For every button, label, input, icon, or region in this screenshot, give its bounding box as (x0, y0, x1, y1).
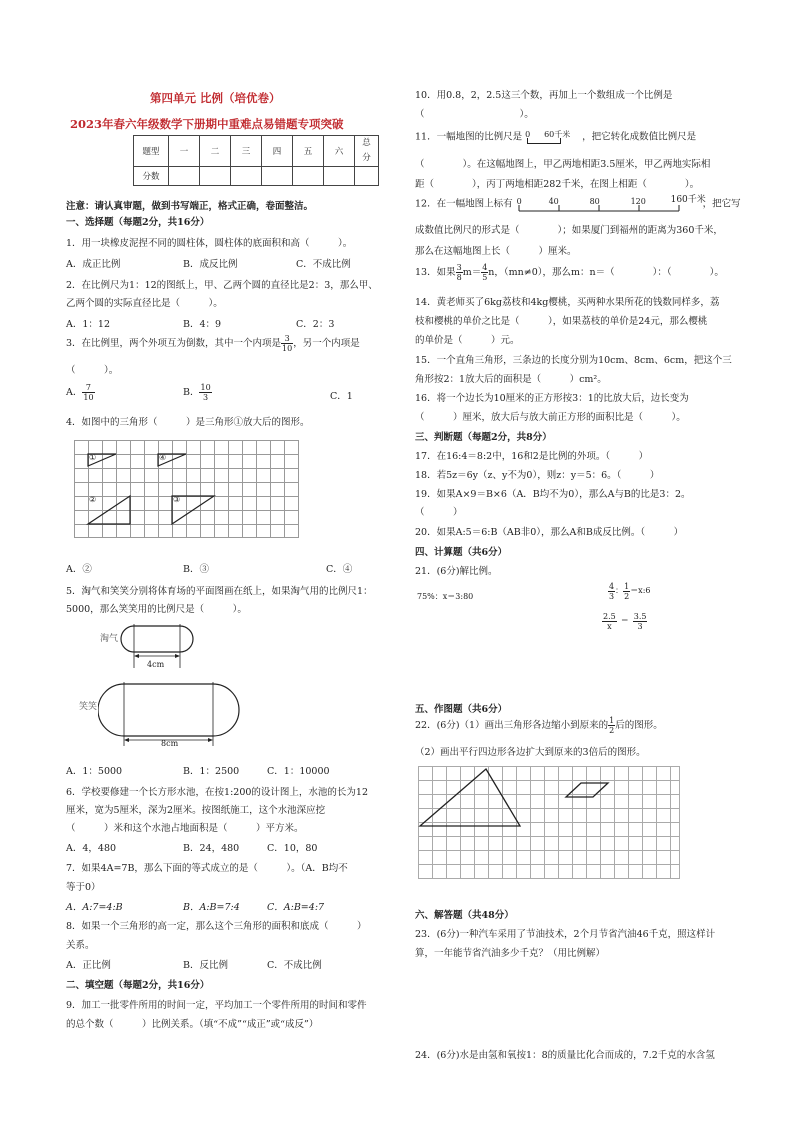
q12-text: ，把它写 (702, 198, 741, 210)
question-11-cont: 距（ ），丙丁两地相距282千米，在图上相距（ ）。 (415, 179, 700, 190)
parallelogram-shape (566, 783, 608, 797)
numerator: 7 (82, 383, 94, 393)
option: C．2：3 (296, 319, 335, 330)
question-13 (415, 261, 724, 285)
score-cell: 六 (324, 136, 355, 167)
option: A．A:7=4:B (66, 902, 123, 913)
score-cell[interactable] (169, 167, 200, 186)
question-17: 17．在16:4＝8:2中，16和2是比例的外项。（ ） (415, 451, 649, 462)
section-heading: 二、填空题（每题2分，共16分） (66, 980, 210, 991)
option: B．1：2500 (183, 766, 240, 777)
question-7: 7．如果4A=7B，那么下面的等式成立的是（ ）。（A．B均不 (66, 863, 348, 874)
option: C．不成比例 (296, 259, 351, 270)
fraction (281, 334, 293, 353)
option: C．1：10000 (267, 766, 330, 777)
denominator: 3 (609, 591, 615, 601)
option (66, 382, 95, 404)
option (183, 382, 212, 404)
option: B．成反比例 (183, 259, 238, 270)
denominator: 5 (482, 273, 488, 282)
section-heading: 三、判断题（每题2分，共8分） (415, 432, 552, 443)
scale-line (513, 203, 703, 213)
fraction (82, 383, 94, 402)
score-cell[interactable] (231, 167, 262, 186)
label-2: ② (89, 495, 97, 504)
taoqi-length: 4cm (147, 660, 165, 669)
question-15-cont: 角形按2：1放大后的面积是（ ）cm²。 (415, 374, 607, 385)
option: B．24，480 (183, 843, 240, 854)
question-9-cont: 的总个数（ ）比例关系。（填“不成”“成正”或“成反”） (66, 1019, 319, 1030)
page-subtitle: 2023年春六年级数学下册期中重难点易错题专项突破 (70, 117, 344, 131)
question-6-cont: （ ）米和这个水池占地面积是（ ）平方米。 (66, 823, 304, 834)
xiaoxiao-length: 8cm (161, 739, 179, 748)
denominator: 10 (83, 393, 94, 402)
score-table-header-row (134, 136, 379, 167)
q13-text: 13．如果 (415, 267, 456, 278)
label-1: ① (89, 453, 97, 462)
q3-text: 3．在比例里，两个外项互为倒数，其中一个内项是 (66, 338, 282, 349)
q13-text: m＝ (462, 267, 482, 278)
option: B．4：9 (183, 319, 222, 330)
option: C．A:B=4:7 (267, 902, 325, 913)
fraction (602, 612, 617, 631)
question-6: 6．学校要修建一个长方形水池，在按1:200的设计图上，水池的长为12 (66, 787, 369, 798)
question-21: 21．(6分)解比例。 (415, 566, 498, 577)
q3-text: ，另一个内项是 (293, 338, 360, 349)
score-cell[interactable] (293, 167, 324, 186)
question-20: 20．如果A:5＝6:B（AB非0），那么A和B成反比例。（ ） (415, 527, 684, 538)
question-5-cont: 5000，那么笑笑用的比例尺是（ ）。 (66, 604, 247, 615)
tick-label: 80 (589, 197, 600, 206)
denominator: 3 (203, 393, 209, 402)
fraction (199, 383, 211, 402)
option: B．反比例 (183, 960, 228, 971)
numerator: 1 (609, 716, 615, 725)
option: A．1：5000 (66, 766, 123, 777)
question-22-cont: （2）画出平行四边形各边扩大到原来的3倍后的图形。 (415, 747, 646, 758)
triangle-grid (74, 440, 299, 538)
question-16-cont: （ ）厘米，放大后与放大前正方形的面积比是（ ）。 (415, 412, 686, 423)
question-8-cont: 关系。 (66, 940, 95, 951)
numerator: 1 (624, 581, 630, 591)
scale-60: 60千米 (544, 130, 571, 139)
score-table-score-row (134, 167, 379, 186)
label-3: ③ (173, 495, 181, 504)
question-2-cont: 乙两个圆的实际直径比是（ ）。 (66, 298, 223, 309)
equation-3 (602, 610, 647, 632)
denominator: 2 (609, 726, 615, 735)
tick-label: 120 (630, 197, 646, 206)
q22-text: 22．(6分)（1）画出三角形各边缩小到原来的 (415, 720, 609, 731)
numerator: 10 (200, 383, 211, 392)
numerator: 2.5 (603, 611, 616, 621)
score-cell: 二 (200, 136, 231, 167)
question-22 (415, 716, 663, 736)
question-6-cont: 厘米，宽为5厘米，深为2厘米。按图纸施工，这个水池深应挖 (66, 805, 326, 816)
q11-text: 11．一幅地图的比例尺是 (415, 131, 523, 143)
q11-text: ，把它转化成数值比例尺是 (582, 131, 697, 143)
score-table (133, 135, 379, 186)
score-cell: 一 (169, 136, 200, 167)
question-14-cont: 的单价是（ ）元。 (415, 335, 520, 346)
score-cell[interactable] (200, 167, 231, 186)
question-7-cont: 等于0） (66, 882, 101, 893)
question-14-cont: 枝和樱桃的单价之比是（ ），如果荔枝的单价是24元，那么樱桃 (415, 316, 708, 327)
question-5: 5．淘气和笑笑分别将体育场的平面图画在纸上，如果淘气用的比例尺1： (66, 586, 373, 597)
question-9: 9．加工一批零件所用的时间一定，平均加工一个零件所用的时间和零件 (66, 1000, 367, 1011)
eq-text: ＝x:6 (630, 586, 651, 595)
option-label: A． (66, 387, 83, 398)
question-19-cont: （ ） (415, 507, 463, 518)
q13-text: n，（mn≠0），那么m：n＝（ ）：（ ）。 (488, 267, 724, 278)
scale-zero: 0 (525, 130, 531, 139)
page-title: 第四单元 比例（培优卷） (150, 91, 281, 105)
option: A．成正比例 (66, 259, 121, 270)
equals: ＝ (620, 616, 629, 625)
tick-label: 160千米 (670, 195, 706, 205)
q12-text: 12．在一幅地图上标有 (415, 198, 513, 210)
scale-bar-60 (522, 128, 582, 146)
drawing-grid[interactable] (418, 766, 680, 879)
taoqi-label: 淘气 (100, 634, 119, 644)
question-12-cont: 成数值比例尺的形式是（ ）；如果厦门到福州的距离为360千米， (415, 225, 723, 236)
tick-label: 0 (516, 197, 522, 206)
question-2: 2．在比例尺为1：12的图纸上，甲、乙两个圆的直径比是2：3，那么甲、 (66, 280, 378, 291)
question-11 (415, 128, 696, 147)
question-23-cont: 算，一年能节省汽油多少千克？（用比例解） (415, 948, 606, 959)
colon: ： (615, 586, 624, 595)
option-label: B． (183, 387, 200, 398)
fraction (633, 612, 648, 631)
numerator: 4 (482, 263, 488, 272)
score-cell: 分数 (134, 167, 169, 186)
triangles-figure (74, 440, 299, 538)
question-23: 23．(6分)一种汽车采用了节油技术，2个月节省汽油46千克，照这样计 (415, 929, 716, 940)
question-24: 24．(6分)水是由氢和氧按1：8的质量比化合而成的，7.2千克的水含氢 (415, 1050, 715, 1061)
denominator: 3 (637, 621, 643, 631)
section-heading: 四、计算题（共6分） (415, 547, 508, 558)
option: B．③ (183, 564, 209, 575)
option: C．④ (326, 564, 353, 575)
scale-line (527, 138, 561, 144)
score-cell (355, 136, 379, 167)
score-cell[interactable] (355, 167, 379, 186)
equation-2 (608, 580, 650, 602)
question-12 (415, 195, 741, 214)
score-cell: 四 (262, 136, 293, 167)
question-16: 16．将一个边长为10厘米的正方形按3：1的比放大后，边长变为 (415, 393, 689, 404)
question-12-cont: 那么在这幅地图上长（ ）厘米。 (415, 246, 577, 257)
xiaoxiao-label: 笑笑 (79, 702, 98, 712)
denominator: 8 (456, 273, 462, 282)
question-3-cont: （ ）。 (66, 365, 119, 376)
question-10-cont: （ ）。 (415, 109, 534, 120)
section-heading: 六、解答题（共48分） (415, 910, 514, 921)
denominator: x (607, 621, 612, 631)
label-4: ④ (159, 453, 167, 462)
q22-text: 后的图形。 (615, 720, 663, 731)
score-cell: 三 (231, 136, 262, 167)
tick-label: 40 (548, 197, 559, 206)
option: C．不成比例 (267, 960, 322, 971)
fraction (456, 263, 463, 282)
question-10: 10．用0.8，2，2.5这三个数，再加上一个数组成一个比例是 (415, 90, 673, 101)
score-cell: 题型 (134, 136, 169, 167)
question-4: 4．如图中的三角形（ ）是三角形①放大后的图形。 (66, 417, 310, 428)
question-18: 18．若5z＝6y（z、y不为0），则z：y＝5：6。（ ） (415, 470, 660, 481)
question-11-cont: （ ）。在这幅地图上，甲乙两地相距3.5厘米，甲乙两地实际相 (415, 159, 711, 170)
option: A．正比例 (66, 960, 111, 971)
question-8: 8．如果一个三角形的高一定，那么这个三角形的面积和底成（ ） (66, 921, 367, 932)
denominator: 2 (624, 591, 630, 601)
triangle-shape (420, 769, 520, 826)
option: B．A:B=7:4 (183, 902, 240, 913)
option: C．10，80 (267, 843, 318, 854)
score-cell[interactable] (324, 167, 355, 186)
denominator: 10 (282, 344, 293, 353)
score-cell: 五 (293, 136, 324, 167)
total-label: 总分 (362, 138, 371, 163)
option: A．4，480 (66, 843, 117, 854)
score-cell[interactable] (262, 167, 293, 186)
numerator: 3.5 (633, 611, 647, 621)
section-heading: 五、作图题（共6分） (415, 704, 508, 715)
numerator: 3 (456, 263, 462, 272)
numerator: 3 (281, 334, 293, 344)
option: A．② (66, 564, 92, 575)
question-19: 19．如果A×9＝B×6（A．B均不为0），那么A与B的比是3：2。 (415, 489, 691, 500)
option: A．1：12 (66, 319, 110, 330)
scale-bar-160 (513, 195, 706, 213)
notice: 注意：请认真审题，做到书写端正，格式正确，卷面整洁。 (66, 201, 314, 212)
drawing-figures (418, 766, 680, 879)
option: C．1 (330, 391, 353, 402)
numerator: 4 (609, 581, 615, 591)
question-3 (66, 333, 360, 355)
question-15: 15．一个直角三角形，三条边的长度分别为10cm、8cm、6cm，把这个三 (415, 355, 732, 366)
question-14: 14．黄老师买了6kg荔枝和4kg樱桃，买两种水果所花的钱数同样多，荔 (415, 297, 720, 308)
section-heading: 一、选择题（每题2分，共16分） (66, 217, 210, 228)
question-1: 1．用一块橡皮泥捏不同的圆柱体，圆柱体的底面积和高（ ）。 (66, 238, 353, 249)
equation-1: 75%：x＝3:80 (417, 592, 474, 601)
